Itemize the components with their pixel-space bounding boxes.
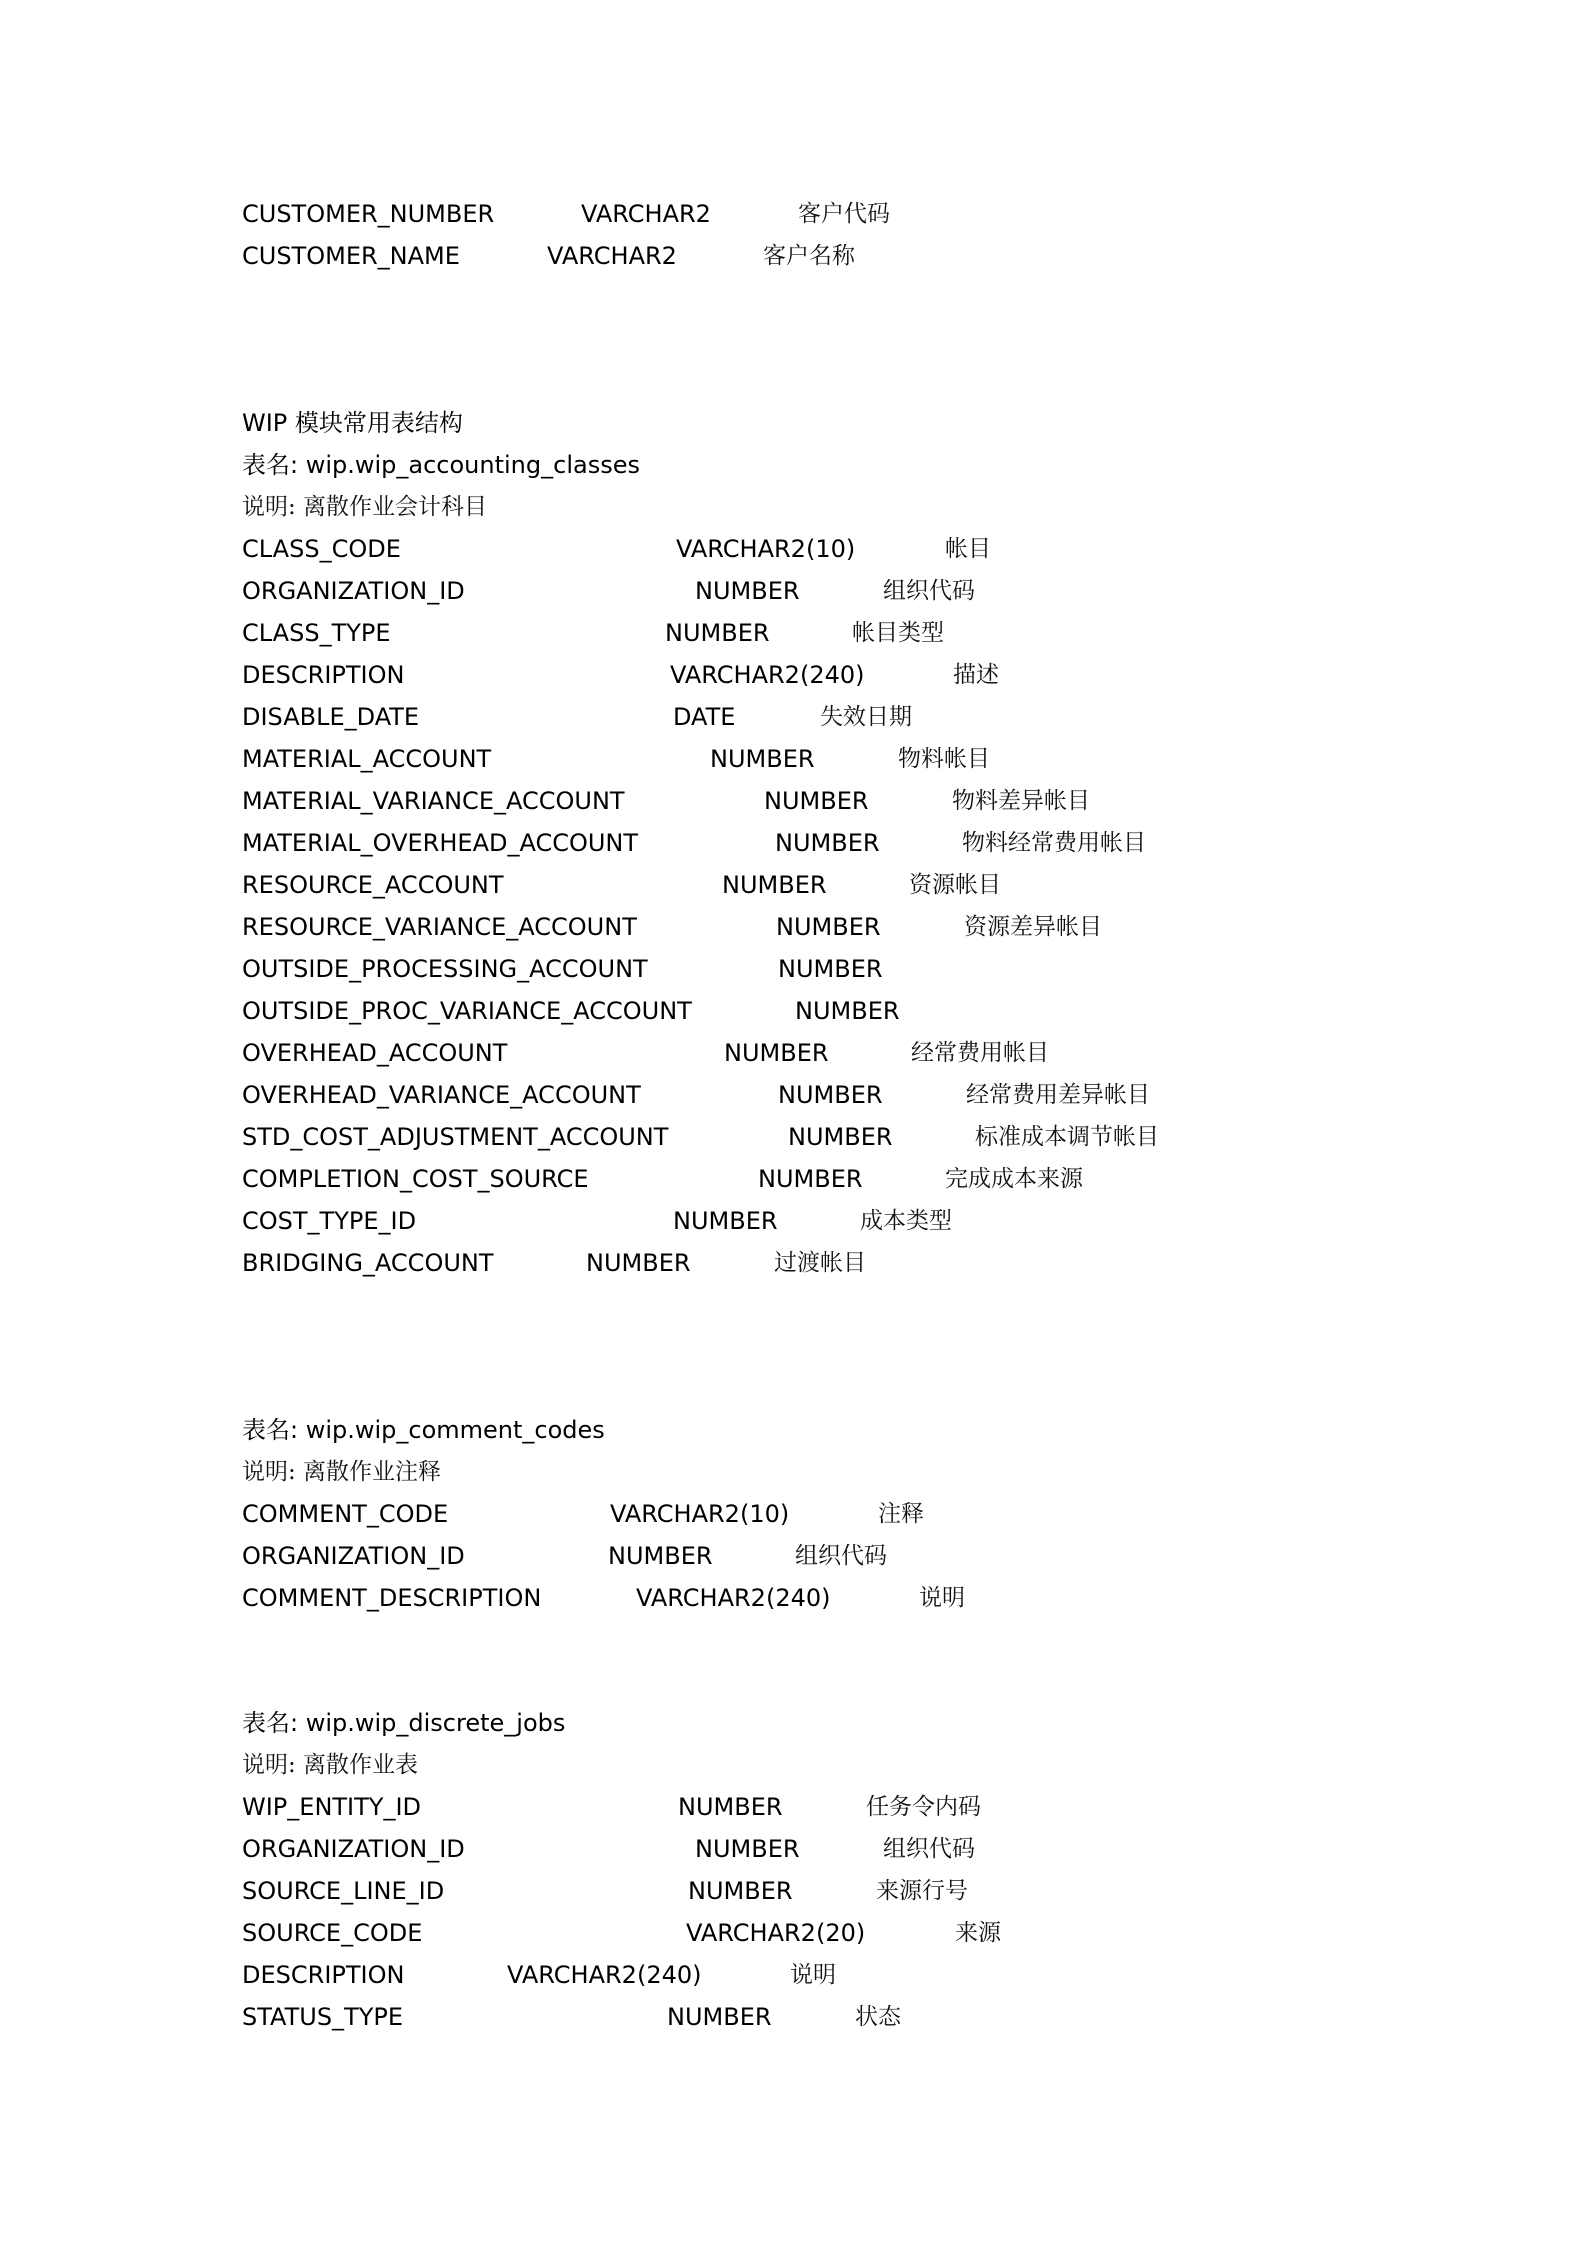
field-type: NUMBER (667, 2003, 772, 2031)
field-name: RESOURCE_VARIANCE_ACCOUNT (242, 913, 637, 941)
field-name: MATERIAL_OVERHEAD_ACCOUNT (242, 829, 639, 857)
field-description: 物料差异帐目 (952, 788, 1090, 814)
field-type: NUMBER (586, 1249, 691, 1277)
field-description: 注释 (878, 1501, 924, 1527)
field-row (242, 239, 1442, 273)
field-type: NUMBER (795, 997, 900, 1025)
field-name: COMMENT_CODE (242, 1500, 449, 1528)
field-description: 标准成本调节帐目 (975, 1124, 1159, 1150)
table-name-label: 表名: wip.wip_discrete_jobs (242, 1709, 566, 1737)
field-name: SOURCE_LINE_ID (242, 1877, 445, 1905)
field-row (242, 197, 1442, 231)
field-name: CLASS_CODE (242, 535, 401, 563)
field-type: VARCHAR2(240) (670, 661, 865, 689)
field-type: NUMBER (778, 955, 883, 983)
field-name: CUSTOMER_NUMBER (242, 200, 495, 228)
field-row (242, 1916, 1442, 1950)
field-type: NUMBER (608, 1542, 713, 1570)
field-row (242, 2000, 1442, 2034)
field-name: COMPLETION_COST_SOURCE (242, 1165, 589, 1193)
field-name: CUSTOMER_NAME (242, 242, 460, 270)
field-name: SOURCE_CODE (242, 1919, 423, 1947)
field-name: OUTSIDE_PROC_VARIANCE_ACCOUNT (242, 997, 692, 1025)
field-description: 任务令内码 (866, 1794, 981, 1820)
field-description: 说明 (919, 1585, 965, 1611)
field-description: 资源帐目 (909, 872, 1001, 898)
field-row (242, 1581, 1442, 1615)
field-name: DISABLE_DATE (242, 703, 420, 731)
section-title: WIP 模块常用表结构 (242, 409, 463, 437)
field-type: NUMBER (665, 619, 770, 647)
field-description: 状态 (855, 2004, 901, 2030)
field-type: VARCHAR2(20) (686, 1919, 866, 1947)
field-description: 完成成本来源 (945, 1166, 1083, 1192)
field-row (242, 574, 1442, 608)
field-name: ORGANIZATION_ID (242, 1542, 465, 1570)
field-name: OVERHEAD_ACCOUNT (242, 1039, 508, 1067)
field-row (242, 1246, 1442, 1280)
field-description: 经常费用帐目 (911, 1040, 1049, 1066)
field-row (242, 1204, 1442, 1238)
field-type: VARCHAR2(240) (507, 1961, 702, 1989)
field-row (242, 1958, 1442, 1992)
field-row (242, 826, 1442, 860)
field-type: VARCHAR2 (547, 242, 677, 270)
field-type: NUMBER (778, 1081, 883, 1109)
field-row (242, 1078, 1442, 1112)
field-description: 说明 (790, 1962, 836, 1988)
field-type: DATE (673, 703, 736, 731)
field-row (242, 1036, 1442, 1070)
field-type: NUMBER (722, 871, 827, 899)
field-description: 来源行号 (876, 1878, 968, 1904)
field-name: STATUS_TYPE (242, 2003, 404, 2031)
field-row (242, 742, 1442, 776)
field-type: VARCHAR2(10) (676, 535, 856, 563)
field-name: BRIDGING_ACCOUNT (242, 1249, 494, 1277)
field-type: VARCHAR2(240) (636, 1584, 831, 1612)
field-type: NUMBER (775, 829, 880, 857)
field-type: NUMBER (673, 1207, 778, 1235)
field-type: NUMBER (695, 577, 800, 605)
field-description: 资源差异帐目 (964, 914, 1102, 940)
field-name: COST_TYPE_ID (242, 1207, 417, 1235)
field-row (242, 1832, 1442, 1866)
table-description-label: 说明: 离散作业会计科目 (242, 494, 488, 520)
field-type: NUMBER (764, 787, 869, 815)
field-row (242, 952, 1442, 986)
field-description: 来源 (955, 1920, 1001, 1946)
table-description-label: 说明: 离散作业注释 (242, 1459, 442, 1485)
field-description: 成本类型 (860, 1208, 952, 1234)
field-row (242, 532, 1442, 566)
field-row (242, 868, 1442, 902)
field-row (242, 1162, 1442, 1196)
field-description: 失效日期 (820, 704, 912, 730)
field-row (242, 1874, 1442, 1908)
field-row (242, 1120, 1442, 1154)
table-description-label: 说明: 离散作业表 (242, 1752, 419, 1778)
field-description: 组织代码 (795, 1543, 887, 1569)
field-name: STD_COST_ADJUSTMENT_ACCOUNT (242, 1123, 669, 1151)
field-row (242, 1539, 1442, 1573)
field-name: OVERHEAD_VARIANCE_ACCOUNT (242, 1081, 641, 1109)
field-description: 物料经常费用帐目 (962, 830, 1146, 856)
field-type: NUMBER (688, 1877, 793, 1905)
field-description: 物料帐目 (898, 746, 990, 772)
field-type: NUMBER (678, 1793, 783, 1821)
field-row (242, 616, 1442, 650)
field-row (242, 700, 1442, 734)
field-description: 过渡帐目 (774, 1250, 866, 1276)
field-description: 帐目 (945, 536, 991, 562)
field-name: WIP_ENTITY_ID (242, 1793, 422, 1821)
table-name-label: 表名: wip.wip_comment_codes (242, 1416, 605, 1444)
field-row (242, 1497, 1442, 1531)
field-type: VARCHAR2 (581, 200, 711, 228)
field-description: 组织代码 (883, 578, 975, 604)
field-row (242, 658, 1442, 692)
field-name: ORGANIZATION_ID (242, 577, 465, 605)
field-description: 组织代码 (883, 1836, 975, 1862)
field-description: 客户代码 (798, 201, 890, 227)
field-description: 帐目类型 (852, 620, 944, 646)
field-type: NUMBER (724, 1039, 829, 1067)
field-name: DESCRIPTION (242, 1961, 405, 1989)
field-name: ORGANIZATION_ID (242, 1835, 465, 1863)
field-description: 描述 (953, 662, 999, 688)
field-type: NUMBER (776, 913, 881, 941)
field-row (242, 910, 1442, 944)
field-name: COMMENT_DESCRIPTION (242, 1584, 542, 1612)
field-name: CLASS_TYPE (242, 619, 391, 647)
field-type: VARCHAR2(10) (610, 1500, 790, 1528)
field-name: MATERIAL_VARIANCE_ACCOUNT (242, 787, 625, 815)
table-name-label: 表名: wip.wip_accounting_classes (242, 451, 640, 479)
field-name: MATERIAL_ACCOUNT (242, 745, 492, 773)
field-name: RESOURCE_ACCOUNT (242, 871, 504, 899)
field-type: NUMBER (788, 1123, 893, 1151)
field-name: OUTSIDE_PROCESSING_ACCOUNT (242, 955, 648, 983)
field-description: 经常费用差异帐目 (966, 1082, 1150, 1108)
field-name: DESCRIPTION (242, 661, 405, 689)
field-type: NUMBER (710, 745, 815, 773)
field-type: NUMBER (695, 1835, 800, 1863)
field-row (242, 994, 1442, 1028)
field-description: 客户名称 (763, 243, 855, 269)
field-row (242, 784, 1442, 818)
field-row (242, 1790, 1442, 1824)
field-type: NUMBER (758, 1165, 863, 1193)
